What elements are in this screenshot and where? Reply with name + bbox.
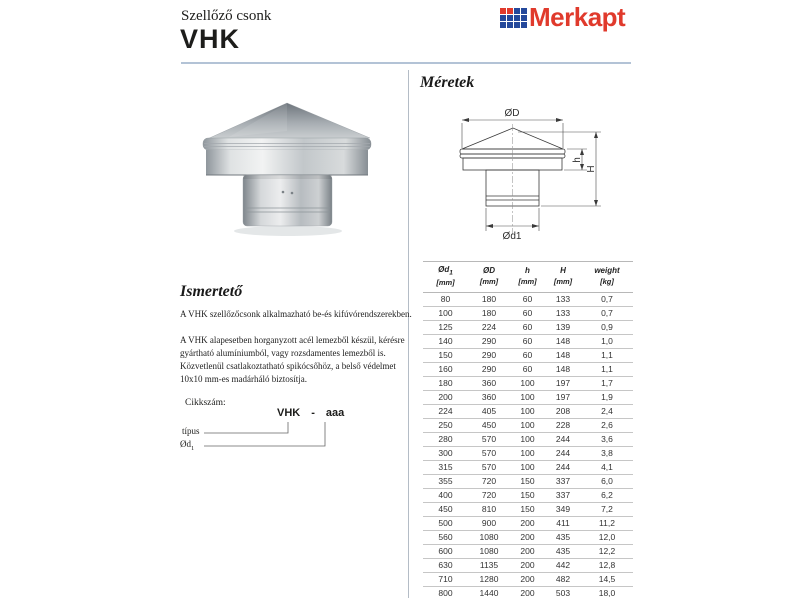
table-cell: 290 [468,334,510,348]
table-cell: 355 [423,474,468,488]
article-size-code: aaa [325,407,345,419]
table-cell: 1,1 [581,362,633,376]
table-header-row [423,262,633,293]
table-cell: 133 [545,292,581,306]
table-cell: 435 [545,544,581,558]
table-cell: 200 [510,516,545,530]
table-cell: 100 [510,446,545,460]
table-cell: 100 [510,404,545,418]
table-cell: 224 [423,404,468,418]
product-stub [243,175,332,226]
table-cell: 1,9 [581,390,633,404]
table-row [423,544,633,558]
dimensions-heading: Méretek [420,74,475,91]
table-column-header: $Ød_1$ [mm] [423,262,468,293]
table-cell: 290 [468,362,510,376]
table-cell: 3,8 [581,446,633,460]
table-cell: 100 [510,432,545,446]
table-cell: 250 [423,418,468,432]
table-row [423,530,633,544]
table-cell: 200 [510,530,545,544]
table-cell: 100 [510,390,545,404]
table-cell: 140 [423,334,468,348]
table-cell: 570 [468,460,510,474]
table-cell: 80 [423,292,468,306]
product-code-title: VHK [180,24,241,54]
table-cell: 180 [423,376,468,390]
table-cell: 197 [545,376,581,390]
table-cell: 148 [545,362,581,376]
table-cell: 337 [545,488,581,502]
article-code-separator: - [311,407,315,419]
article-number-label: Cikkszám: [185,398,226,408]
table-cell: 337 [545,474,581,488]
table-row [423,348,633,362]
product-rim [203,138,371,150]
dimensions-table [423,261,633,600]
table-cell: 4,1 [581,460,633,474]
table-cell: 442 [545,558,581,572]
table-cell: 290 [468,348,510,362]
table-row [423,320,633,334]
table-cell: 1135 [468,558,510,572]
table-cell: 150 [510,488,545,502]
product-body [206,150,368,175]
table-row [423,292,633,306]
diameter-callout-label: $Ød_1$ [180,439,195,452]
table-cell: 720 [468,474,510,488]
table-cell: 720 [468,488,510,502]
table-row [423,418,633,432]
type-callout-label: típus [182,426,200,436]
table-cell: 148 [545,348,581,362]
table-cell: 208 [545,404,581,418]
description-paragraph-1: A VHK szellőzőcsonk alkalmazható be-és kifúvórendszerekben. [180,309,412,319]
table-cell: 100 [510,460,545,474]
table-cell: 150 [510,474,545,488]
table-cell: 100 [510,418,545,432]
table-cell: 1,1 [581,348,633,362]
table-cell: 6,2 [581,488,633,502]
table-row [423,432,633,446]
table-cell: 570 [468,446,510,460]
table-cell: 560 [423,530,468,544]
table-cell: 900 [468,516,510,530]
table-cell: 60 [510,292,545,306]
table-cell: 12,2 [581,544,633,558]
table-row [423,446,633,460]
table-cell: 0,7 [581,306,633,320]
description-heading: Ismertető [180,283,243,300]
table-cell: 1,0 [581,334,633,348]
table-cell: 450 [423,502,468,516]
header-divider-line [181,62,631,64]
table-cell: 0,9 [581,320,633,334]
table-cell: 12,0 [581,530,633,544]
product-family-title: Szellőző csonk [181,8,272,24]
table-cell: 1,7 [581,376,633,390]
table-cell: 60 [510,362,545,376]
table-cell: 810 [468,502,510,516]
table-cell: 2,6 [581,418,633,432]
table-cell: 0,7 [581,292,633,306]
table-cell: 200 [510,544,545,558]
dim-label-top-diameter: ØD [504,108,520,119]
table-cell: 315 [423,460,468,474]
table-cell: 1080 [468,544,510,558]
table-cell: 482 [545,572,581,586]
table-cell: 411 [545,516,581,530]
table-cell: 100 [510,376,545,390]
table-cell: 60 [510,348,545,362]
table-column-header: ØD [mm] [468,262,510,293]
table-row [423,404,633,418]
dim-label-total-height: H [586,165,597,173]
table-row [423,390,633,404]
table-cell: 1280 [468,572,510,586]
table-cell: 200 [510,572,545,586]
table-cell: 133 [545,306,581,320]
table-row [423,362,633,376]
table-cell: 500 [423,516,468,530]
product-shadow [234,226,342,236]
table-cell: 14,5 [581,572,633,586]
table-row [423,572,633,586]
table-row [423,460,633,474]
table-cell: 570 [468,432,510,446]
table-cell: 18,0 [581,586,633,600]
table-cell: 60 [510,306,545,320]
article-number-code [277,407,344,419]
product-photo [195,95,380,240]
table-row [423,488,633,502]
merkapt-logo [500,4,625,30]
table-cell: 60 [510,320,545,334]
table-cell: 6,0 [581,474,633,488]
dimension-drawing [430,98,630,243]
logo-grid-icon [500,8,527,28]
table-cell: 148 [545,334,581,348]
table-cell: 600 [423,544,468,558]
table-cell: 244 [545,460,581,474]
table-cell: 139 [545,320,581,334]
table-row [423,474,633,488]
table-row [423,558,633,572]
table-cell: 1440 [468,586,510,600]
table-cell: 100 [423,306,468,320]
description-paragraph-2: A VHK alapesetben horganyzott acél lemezből készül, kérésre gyártható alumíniumból, vagy rozsdamentes lemezből is. Közvetlenül csatlakoztatható spikócsőhöz, a belső védelmet 10x10 mm-es madárháló biztosítja. [180,335,405,385]
table-cell: 11,2 [581,516,633,530]
dim-label-bottom-diameter: Ød1 [502,231,522,242]
table-cell: 400 [423,488,468,502]
table-column-header: H [mm] [545,262,581,293]
table-cell: 180 [468,306,510,320]
dim-label-small-height: h [572,157,583,163]
table-cell: 7,2 [581,502,633,516]
table-cell: 224 [468,320,510,334]
article-type-code: VHK [277,407,301,419]
table-cell: 125 [423,320,468,334]
product-cone [205,103,370,140]
table-cell: 300 [423,446,468,460]
table-cell: 280 [423,432,468,446]
table-cell: 180 [468,292,510,306]
table-row [423,586,633,600]
table-cell: 360 [468,376,510,390]
table-cell: 60 [510,334,545,348]
table-column-header: h [mm] [510,262,545,293]
table-cell: 503 [545,586,581,600]
table-cell: 710 [423,572,468,586]
table-cell: 1080 [468,530,510,544]
table-cell: 150 [423,348,468,362]
table-cell: 630 [423,558,468,572]
table-row [423,334,633,348]
table-cell: 2,4 [581,404,633,418]
table-column-header: weight [kg] [581,262,633,293]
table-row [423,376,633,390]
table-cell: 244 [545,446,581,460]
table-cell: 150 [510,502,545,516]
table-row [423,306,633,320]
table-cell: 228 [545,418,581,432]
article-code-connector-lines [200,420,340,452]
logo-text: Merkapt [529,2,626,32]
table-cell: 405 [468,404,510,418]
table-cell: 800 [423,586,468,600]
table-cell: 200 [423,390,468,404]
table-cell: 3,6 [581,432,633,446]
table-row [423,502,633,516]
table-cell: 244 [545,432,581,446]
table-cell: 160 [423,362,468,376]
table-cell: 12,8 [581,558,633,572]
table-cell: 200 [510,586,545,600]
table-cell: 435 [545,530,581,544]
table-cell: 200 [510,558,545,572]
table-row [423,516,633,530]
table-cell: 197 [545,390,581,404]
table-cell: 349 [545,502,581,516]
table-cell: 360 [468,390,510,404]
table-cell: 450 [468,418,510,432]
